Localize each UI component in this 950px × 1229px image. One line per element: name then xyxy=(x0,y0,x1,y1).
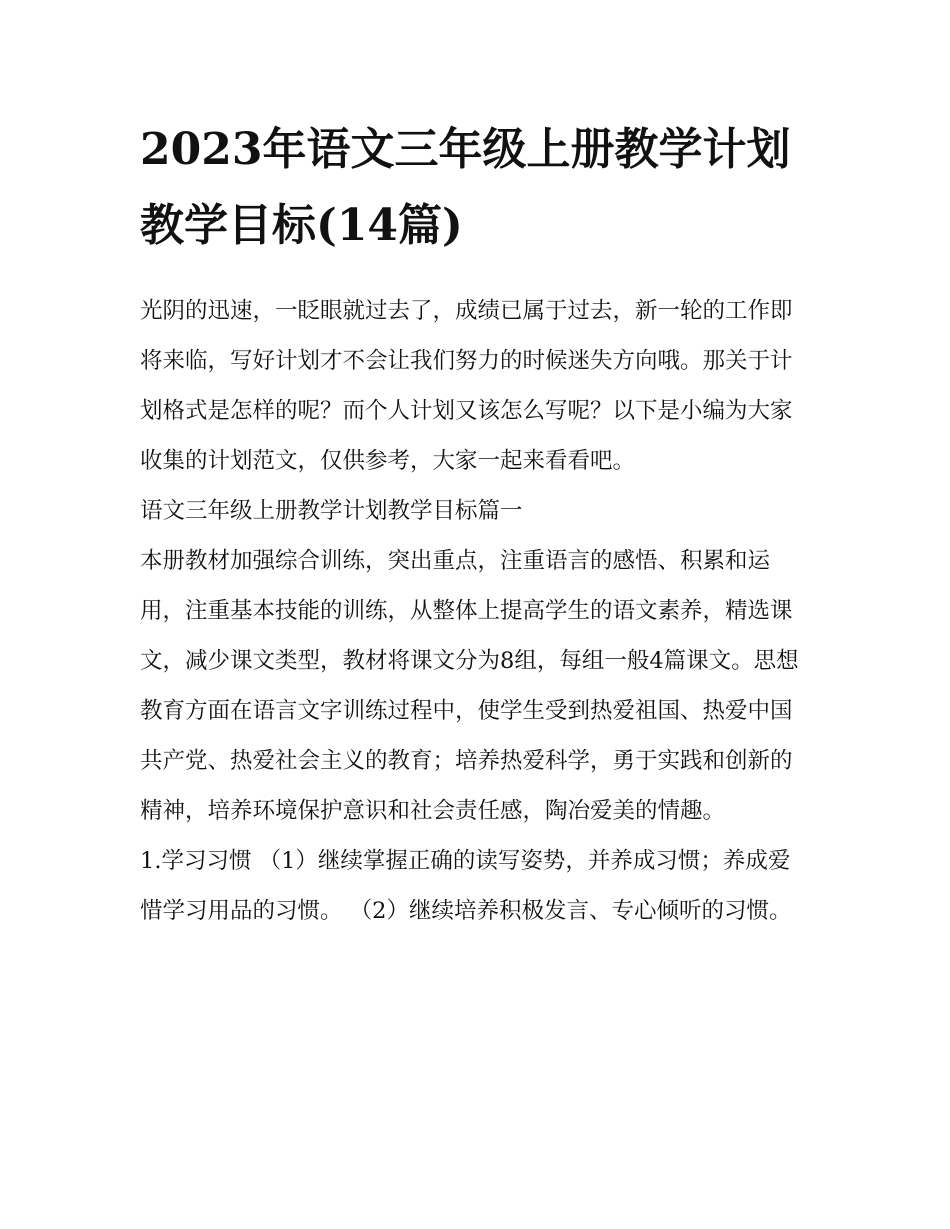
document-title: 2023年语文三年级上册教学计划教学目标(14篇) xyxy=(140,124,791,251)
body-paragraph: 本册教材加强综合训练，突出重点，注重语言的感悟、积累和运用，注重基本技能的训练，从整体上提高学生的语文素养，精选课文，减少课文类型，教材将课文分为8组，每组一般4篇课文。思想教育方面在语言文字训练过程中，使学生受到热爱祖国、热爱中国共产党、热爱社会主义的教育；培养热爱科学，勇于实践和创新的精神，培养环境保护意识和社会责任感，陶冶爱美的情趣。 xyxy=(140,548,799,824)
section-heading: 语文三年级上册教学计划教学目标篇一 xyxy=(140,498,523,524)
document-page xyxy=(140,112,812,936)
intro-paragraph: 光阴的迅速，一眨眼就过去了，成绩已属于过去，新一轮的工作即将来临，写好计划才不会让我们努力的时候迷失方向哦。那关于计划格式是怎样的呢？而个人计划又该怎么写呢？以下是小编为大家收集的计划范文，仅供参考，大家一起来看看吧。 xyxy=(140,298,793,474)
habits-paragraph: 1.学习习惯 （1）继续掌握正确的读写姿势，并养成习惯；养成爱惜学习用品的习惯。 （2）继续培养积极发言、专心倾听的习惯。 xyxy=(140,848,792,924)
